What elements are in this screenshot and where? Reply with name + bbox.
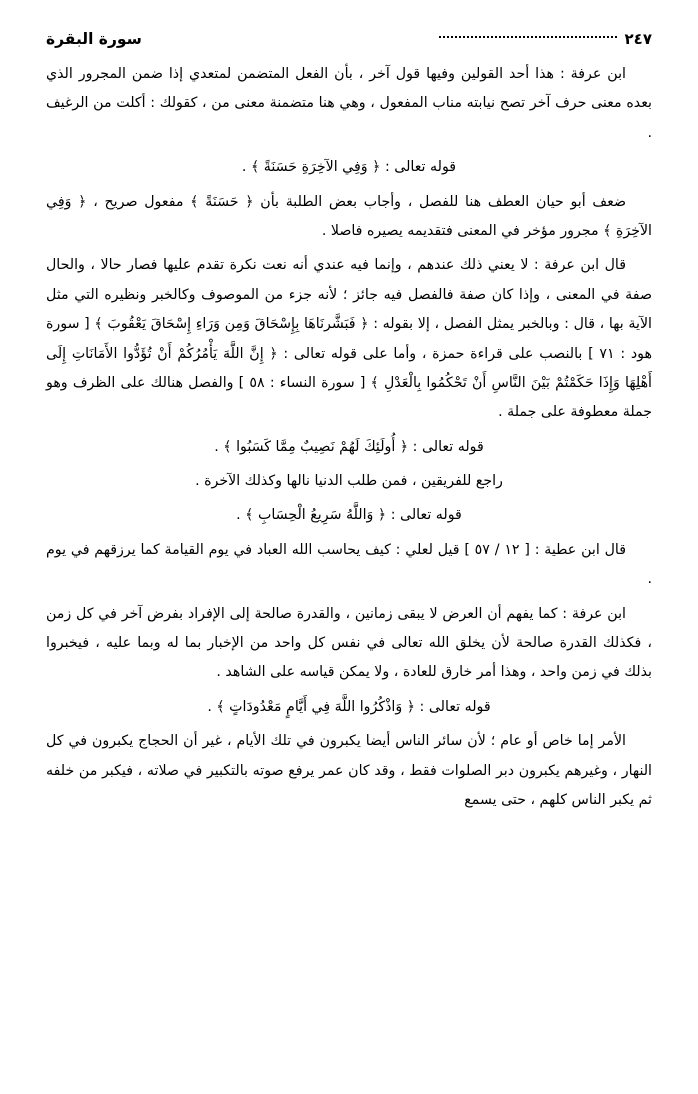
paragraph-1: ابن عرفة : هذا أحد القولين وفيها قول آخر ، بأن الفعل المتضمن لمتعدي إذا ضمن المجرور الذي بعده معنى حرف آخر تصح نيابته مناب المفعول ، وهي هنا متضمنة معنى من ، كقولك : أكلت من الرغيف . xyxy=(46,66,652,141)
paragraph-10: قوله تعالى : ﴿ وَاذْكُرُوا اللَّهَ فِي أَيَّامٍ مَعْدُودَاتٍ ﴾ . xyxy=(207,698,491,715)
paragraph-6: راجع للفريقين ، فمن طلب الدنيا نالها وكذلك الآخرة . xyxy=(195,473,503,490)
page-body xyxy=(46,60,652,815)
paragraph-3: ضعف أبو حيان العطف هنا للفصل ، وأجاب بعض الطلبة بأن ﴿ حَسَنَةً ﴾ مفعول صريح ، ﴿ وَفِي الآخِرَةِ ﴾ مجرور مؤخر في المعنى فتقديمه يصيره فاصلا . xyxy=(46,193,652,239)
page-header xyxy=(46,26,652,52)
header-dotted-rule xyxy=(439,35,617,38)
paragraph-8: قال ابن عطية : [ ١٢ / ٥٧ ] قيل لعلي : كيف يحاسب الله العباد في يوم القيامة كما يرزقهم في يوم . xyxy=(46,541,652,588)
paragraph-2: قوله تعالى : ﴿ وَفِي الآخِرَةِ حَسَنَةً ﴾ . xyxy=(241,159,457,176)
paragraph-5: قوله تعالى : ﴿ أُولَئِكَ لَهُمْ نَصِيبٌ مِمَّا كَسَبُوا ﴾ . xyxy=(214,438,484,455)
page-number: ٢٤٧ xyxy=(624,30,652,48)
surah-title: سورة البقرة xyxy=(46,30,142,48)
paragraph-7: قوله تعالى : ﴿ وَاللَّهُ سَرِيعُ الْحِسَابِ ﴾ . xyxy=(236,507,462,524)
paragraph-11: الأمر إما خاص أو عام ؛ لأن سائر الناس أيضا يكبرون في تلك الأيام ، غير أن الحجاج يكبرون في كل النهار ، وغيرهم يكبرون دبر الصلوات فقط ، وقد كان عمر يرفع صوته بالتكبير في صلاته ، فيكبر من خلفه ثم يكبر الناس كلهم ، حتى يسمع xyxy=(46,733,652,808)
paragraph-9: ابن عرفة : كما يفهم أن العرض لا يبقى زمانين ، والقدرة صالحة إلى الإفراد بفرض آخر في كل زمن ، فكذلك القدرة صالحة لأن يخلق الله تعالى في نفس كل واحد من الإخبار بما له وبما عليه ، فيخبروا بذلك في زمن واحد ، وهذا أمر خارق للعادة ، ولا يمكن قياسه على الشاهد . xyxy=(46,605,652,681)
paragraph-4: قال ابن عرفة : لا يعني ذلك عندهم ، وإنما فيه عندي أنه نعت نكرة تقدم عليها فصار حالا ، والحال صفة في المعنى ، وإذا كان صفة فالفصل فيه جائز ؛ لأنه جزء من الموصوف وكالخبر ونظيره التي مثل الآية بها ، قال : وبالخبر يمثل الفصل ، إلا بقوله : ﴿ فَبَشَّرنَاهَا بِإِسْحَاقَ وَمِن وَرَاءِ إِسْحَاقَ يَعْقُوبَ ﴾ [ سورة هود : ٧١ ] بالنصب على قراءة حمزة ، وأما على قوله تعالى : ﴿ إِنَّ اللَّهَ يَأْمُرُكُمْ أَنْ تُؤَدُّوا الأَمَانَاتِ إِلَى أَهْلِهَا وَإِذَا حَكَمْتُمْ بَيْنَ النَّاسِ أَنْ تَحْكُمُوا بِالْعَدْلِ ﴾ [ سورة النساء : ٥٨ ] والفصل هنالك على الظرف وهو جملة معطوفة على جملة . xyxy=(46,257,652,421)
